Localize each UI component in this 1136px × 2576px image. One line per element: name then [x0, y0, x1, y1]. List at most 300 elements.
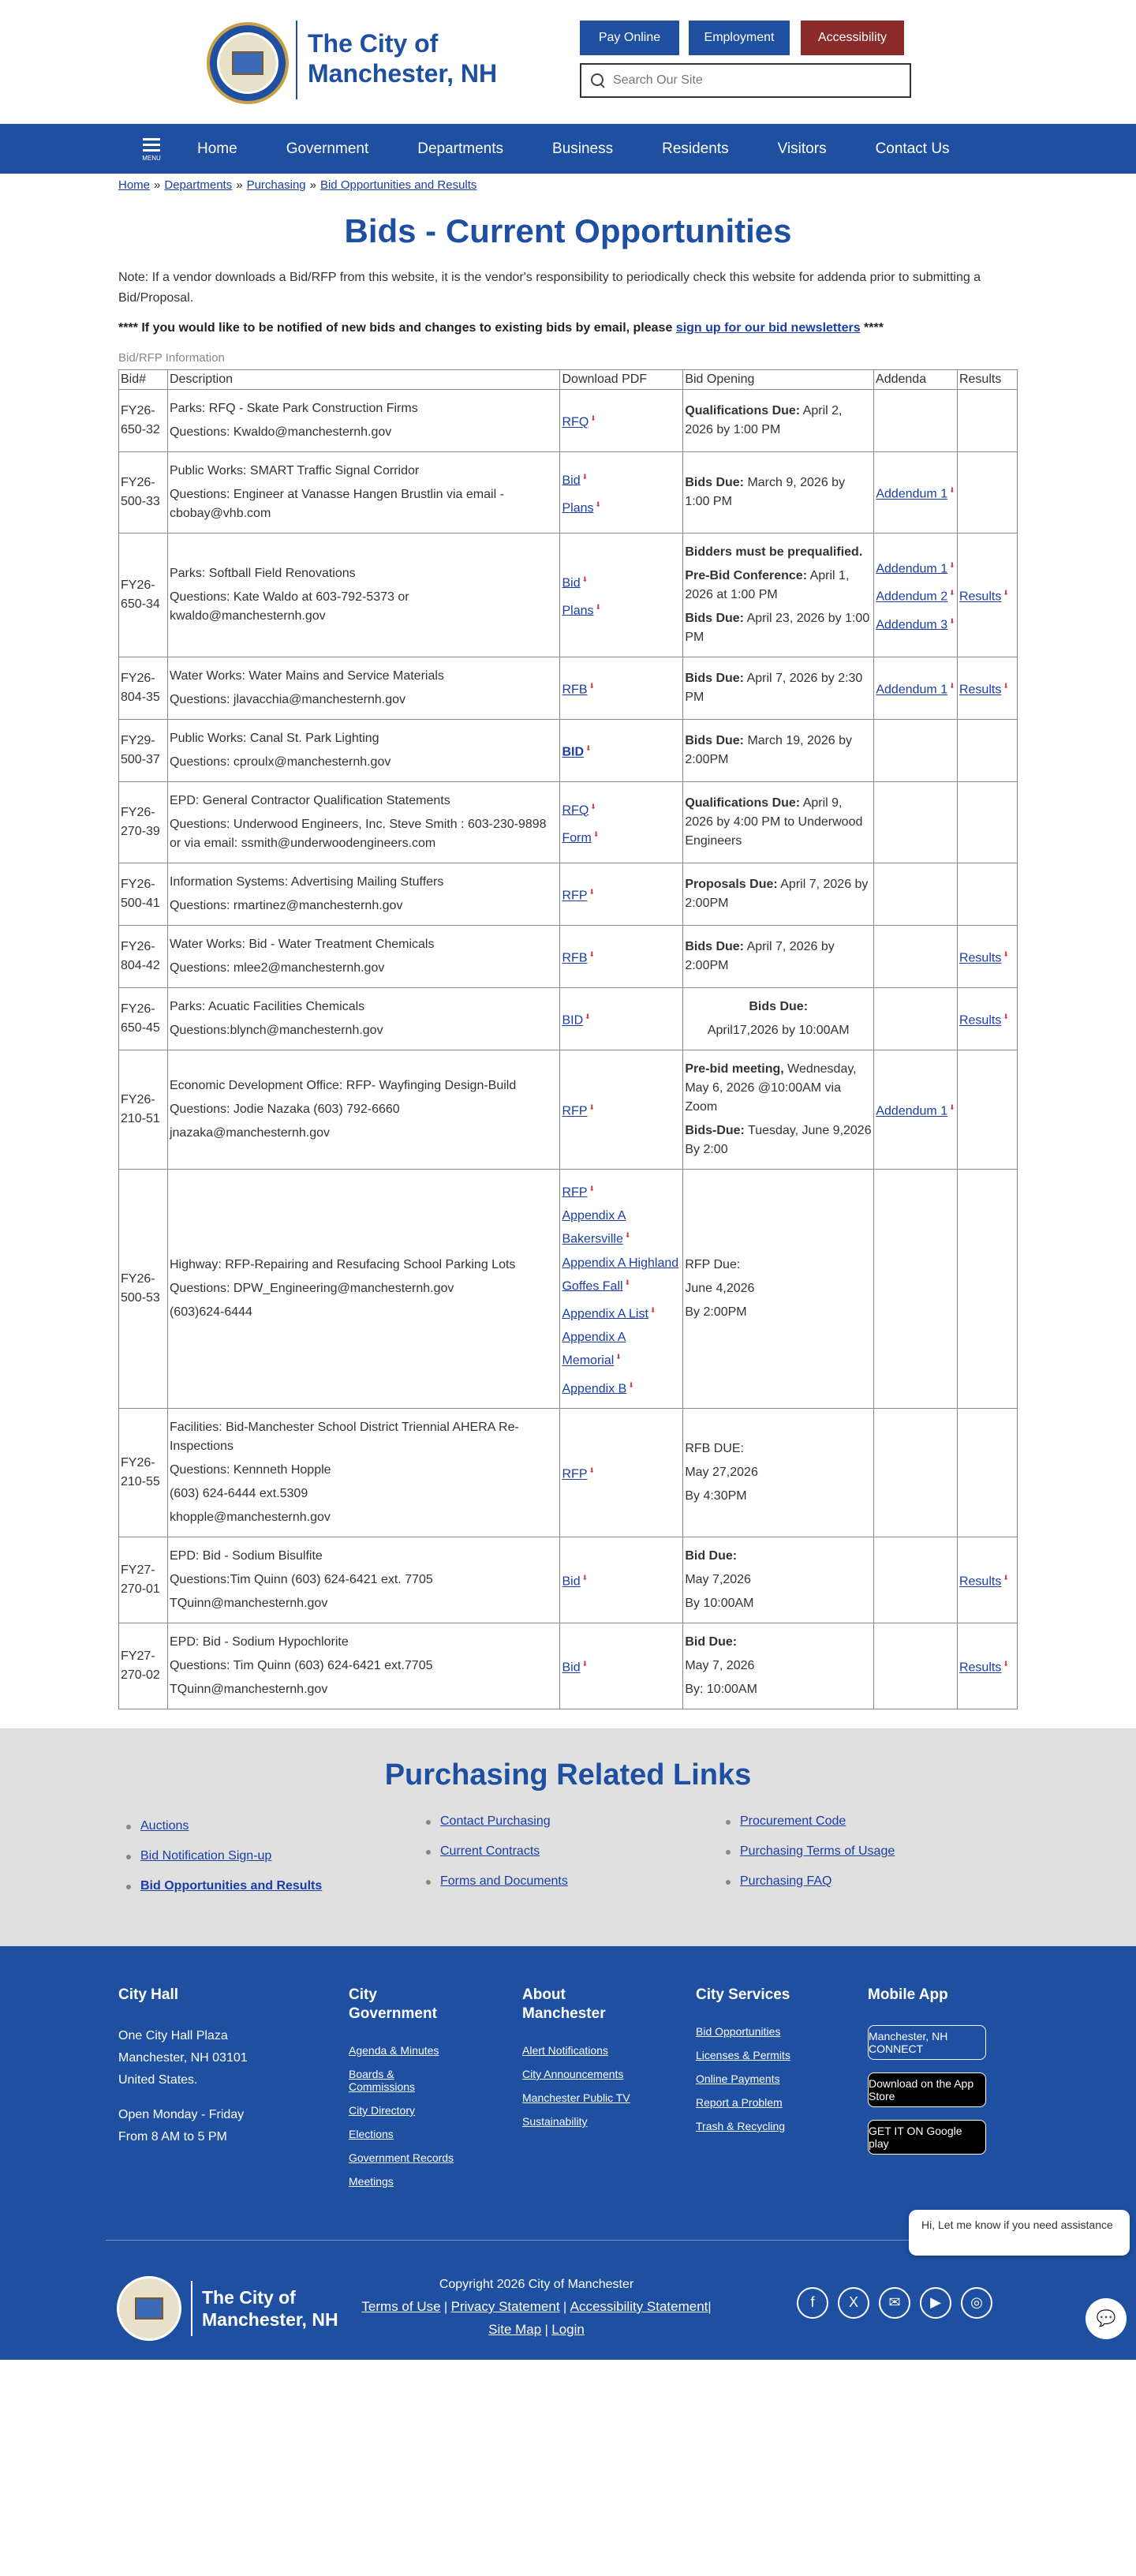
- address-line: United States.: [118, 2072, 198, 2087]
- pdf-link-rfb[interactable]: RFB: [562, 951, 588, 965]
- pdf-icon: ⬇: [585, 1013, 591, 1021]
- description-cell: [167, 657, 560, 720]
- download-pdf-cell: [560, 988, 683, 1050]
- addenda-cell: [874, 534, 958, 657]
- results-cell: [957, 1170, 1017, 1409]
- table-row: [119, 390, 1018, 452]
- table-row: [119, 926, 1018, 988]
- description-line: TQuinn@manchesternh.gov: [169, 1596, 328, 1610]
- nav-home[interactable]: Home: [197, 140, 237, 157]
- bid-opening-cell: [683, 782, 874, 863]
- download-pdf-cell: [560, 390, 683, 452]
- addendum-link[interactable]: Addendum 1: [876, 1104, 948, 1118]
- results-cell: [957, 657, 1017, 720]
- pdf-link-rfp[interactable]: RFP: [562, 1185, 588, 1200]
- main-content: [118, 174, 1018, 1709]
- addenda-cell: [874, 657, 958, 720]
- chat-icon[interactable]: 💬: [1086, 2298, 1127, 2339]
- pdf-link-rfq[interactable]: RFQ: [562, 803, 589, 817]
- related-link-item: [426, 1814, 718, 1829]
- footer-link-bid-opportunities[interactable]: Bid Opportunities: [696, 2024, 781, 2038]
- download-pdf-cell: [560, 657, 683, 720]
- footer-link-government-records[interactable]: Government Records: [349, 2151, 454, 2164]
- menu-icon[interactable]: [139, 133, 164, 165]
- bid-opening-cell: [683, 657, 874, 720]
- results-link[interactable]: Results: [958, 951, 1002, 965]
- footer-link-meetings[interactable]: Meetings: [349, 2174, 394, 2188]
- pdf-icon: ⬇: [581, 575, 589, 583]
- bid-opening-value: By 10:00AM: [685, 1596, 754, 1610]
- bid-opening-value: Tuesday, June 9,2026 By 2:00: [685, 1124, 872, 1156]
- results-link[interactable]: Results: [958, 683, 1002, 697]
- pdf-link-wrap: [562, 1207, 681, 1249]
- description-line: Questions: Kennneth Hopple: [169, 1462, 331, 1477]
- table-row: [119, 988, 1018, 1050]
- bid-number-cell: [119, 1537, 168, 1623]
- addendum-link[interactable]: Addendum 1: [876, 487, 948, 501]
- bid-opening-line: [685, 938, 872, 975]
- bid-opening-line: [685, 474, 872, 511]
- description-line: EPD: General Contractor Qualification Statements: [169, 794, 450, 807]
- bid-opening-value: April 2, 2026 by 1:00 PM: [685, 404, 843, 436]
- pdf-link-rfp[interactable]: RFP: [562, 1104, 588, 1118]
- bid-number: FY27-270-01: [121, 1563, 160, 1596]
- notify-suffix: ****: [860, 321, 884, 335]
- footer-link-online-payments[interactable]: Online Payments: [696, 2072, 780, 2085]
- bid-opening-cell: [683, 1623, 874, 1709]
- accessibility-statement-link[interactable]: Accessibility Statement: [570, 2298, 708, 2314]
- pdf-link-wrap: [562, 945, 681, 968]
- description-line: Questions: Underwood Engineers, Inc. Steve Smith : 603-230-9898 or via email: ssmith@underwoodengineers.com: [169, 818, 547, 850]
- related-link-purchasing-faq[interactable]: Purchasing FAQ: [740, 1874, 832, 1888]
- breadcrumb-home[interactable]: Home: [118, 178, 151, 192]
- footer-link-manchester-public-tv[interactable]: Manchester Public TV: [522, 2091, 630, 2104]
- pdf-icon: ⬇: [595, 603, 602, 611]
- bid-opening-value: April 7, 2026 by 2:00PM: [685, 940, 835, 972]
- pdf-link-bid[interactable]: Bid: [562, 474, 581, 487]
- pdf-link-bid[interactable]: Bid: [562, 576, 581, 590]
- pdf-link-plans[interactable]: Plans: [562, 501, 594, 515]
- search-icon[interactable]: [591, 73, 605, 88]
- nav-government[interactable]: Government: [286, 140, 369, 157]
- results-link[interactable]: Results: [958, 1013, 1002, 1028]
- results-cell: [957, 1623, 1017, 1709]
- description-cell: [167, 1408, 560, 1537]
- pdf-link-wrap: [562, 570, 681, 593]
- description-cell: [167, 863, 560, 926]
- nav-business[interactable]: Business: [552, 140, 614, 157]
- chat-bubble[interactable]: Hi, Let me know if you need assistance: [909, 2210, 1130, 2256]
- bid-opening-line: [685, 732, 872, 769]
- bid-opening-value: May 7, 2026: [685, 1658, 755, 1672]
- pdf-link-rfb[interactable]: RFB: [562, 683, 588, 697]
- related-link-item: [126, 1819, 418, 1833]
- table-row: [119, 782, 1018, 863]
- city-hall-title: City Hall: [118, 1986, 179, 2003]
- description-line: Questions: Jodie Nazaka (603) 792-6660: [169, 1103, 400, 1116]
- pdf-link-appendix-a-list[interactable]: Appendix A List: [562, 1307, 648, 1321]
- breadcrumb-departments[interactable]: Departments: [164, 178, 233, 192]
- description-line: Questions: mlee2@manchesternh.gov: [169, 961, 385, 975]
- addenda-cell: [874, 1537, 958, 1623]
- pay-online-button[interactable]: Pay Online: [580, 21, 679, 55]
- description-cell: [167, 1170, 560, 1409]
- pdf-link-wrap: [562, 597, 681, 620]
- results-cell: [957, 390, 1017, 452]
- bid-opening-line: [685, 1021, 872, 1040]
- notify-text: [118, 321, 1018, 335]
- footer-logo[interactable]: [117, 2276, 338, 2341]
- employment-button[interactable]: Employment: [689, 21, 790, 55]
- results-cell: [957, 534, 1017, 657]
- pdf-icon: ⬇: [1003, 1660, 1009, 1668]
- related-link-procurement-code[interactable]: Procurement Code: [740, 1814, 846, 1828]
- description-line: Facilities: Bid-Manchester School District Triennial AHERA Re-Inspections: [169, 1420, 519, 1453]
- pdf-link-plans[interactable]: Plans: [562, 604, 594, 618]
- pdf-link-bid[interactable]: Bid: [562, 1574, 581, 1589]
- address-line: Manchester, NH 03101: [118, 2050, 248, 2065]
- pdf-link-wrap: [562, 1568, 681, 1591]
- bid-opening-value: RFP Due:: [685, 1257, 741, 1271]
- related-link-forms-and-documents[interactable]: Forms and Documents: [440, 1874, 568, 1888]
- bid-opening-label: Pre-Bid Conference:: [685, 569, 808, 582]
- addendum-link[interactable]: Addendum 2: [876, 590, 948, 604]
- terms-of-use-link[interactable]: Terms of Use: [361, 2298, 441, 2314]
- pdf-link-wrap: [562, 797, 681, 820]
- pdf-link-wrap: [562, 467, 681, 490]
- description-cell: [167, 1623, 560, 1709]
- addendum-link[interactable]: Addendum 1: [876, 562, 948, 576]
- addenda-cell: [874, 1050, 958, 1170]
- addenda-cell: [874, 988, 958, 1050]
- description-line: Highway: RFP-Repairing and Resufacing School Parking Lots: [169, 1257, 516, 1271]
- related-link-item: [126, 1849, 418, 1863]
- footer-logo-line-2: Manchester, NH: [202, 2308, 338, 2330]
- footer-city-hall: [118, 1986, 248, 2148]
- search-box: [580, 63, 911, 98]
- bid-number: FY26-210-55: [121, 1455, 160, 1488]
- bid-number-cell: [119, 1170, 168, 1409]
- pdf-link-wrap: [562, 1301, 681, 1324]
- description-line: Questions: cproulx@manchesternh.gov: [169, 755, 391, 769]
- bid-number-cell: [119, 657, 168, 720]
- bid-opening-line: [685, 1060, 872, 1117]
- results-link[interactable]: Results: [958, 590, 1002, 604]
- addenda-cell: [874, 863, 958, 926]
- footer-legal: Copyright 2026 City of Manchester Terms of Use | Privacy Statement | Accessibility Statement| Site Map | Login: [339, 2274, 734, 2342]
- bid-opening-value: April 1, 2026 at 1:00 PM: [685, 569, 850, 601]
- footer-link-city-directory[interactable]: City Directory: [349, 2103, 416, 2117]
- breadcrumb-bid-opportunities[interactable]: Bid Opportunities and Results: [320, 178, 477, 192]
- col-results: Results: [957, 370, 1017, 390]
- results-cell: [957, 1537, 1017, 1623]
- description-cell: [167, 452, 560, 534]
- related-link-item: [726, 1844, 1018, 1859]
- bid-opening-line: [685, 794, 872, 851]
- description-cell: [167, 720, 560, 782]
- footer-link-licenses-permits[interactable]: Licenses & Permits: [696, 2048, 790, 2061]
- bid-number-cell: [119, 926, 168, 988]
- bid-number: FY26-650-32: [121, 404, 160, 436]
- pdf-link-bid[interactable]: Bid: [562, 1661, 581, 1675]
- addenda-cell: [874, 926, 958, 988]
- accessibility-button[interactable]: Accessibility: [801, 21, 904, 55]
- addenda-cell: [874, 782, 958, 863]
- description-cell: [167, 534, 560, 657]
- pdf-link-appendix-a-bakersville[interactable]: Appendix A Bakersville: [562, 1209, 626, 1246]
- footer-link-report-a-problem[interactable]: Report a Problem: [696, 2095, 783, 2109]
- pdf-link-wrap: [562, 1376, 681, 1398]
- nav-contact-us[interactable]: Contact Us: [875, 140, 950, 157]
- privacy-statement-link[interactable]: Privacy Statement: [450, 2298, 560, 2314]
- pdf-link-appendix-a-memorial[interactable]: Appendix A Memorial: [562, 1331, 626, 1368]
- bid-opening-value: April17,2026 by 10:00AM: [707, 1024, 850, 1037]
- bid-opening-label: Bids Due:: [685, 612, 744, 625]
- search-input[interactable]: [613, 73, 897, 88]
- google-play-badge[interactable]: GET IT ON Google play: [868, 2120, 986, 2155]
- nav-residents[interactable]: Residents: [662, 140, 729, 157]
- footer-link-trash-recycling[interactable]: Trash & Recycling: [696, 2119, 786, 2132]
- bid-opening-line: [685, 609, 872, 647]
- addendum-wrap: [876, 676, 955, 699]
- bid-opening-line: [685, 402, 872, 440]
- bid-number-cell: [119, 534, 168, 657]
- results-cell: [957, 452, 1017, 534]
- pdf-link-wrap: [562, 882, 681, 905]
- pdf-link-bid[interactable]: BID: [562, 1013, 584, 1028]
- pdf-link-wrap: [562, 739, 681, 762]
- bid-opening-value: March 19, 2026 by 2:00PM: [685, 734, 852, 766]
- table-row: [119, 1623, 1018, 1709]
- bid-opening-value: April 7, 2026 by 2:30 PM: [685, 672, 863, 704]
- description-line: Water Works: Water Mains and Service Materials: [169, 669, 444, 683]
- table-row: [119, 1537, 1018, 1623]
- city-services-title: City Services: [696, 1986, 790, 2003]
- bid-number: FY27-270-02: [121, 1649, 160, 1682]
- vendor-note: Note: If a vendor downloads a Bid/RFP from this website, it is the vendor's responsibility to periodically check this website for addenda prior to submitting a Bid/Proposal.: [118, 271, 981, 305]
- nav-departments[interactable]: Departments: [417, 140, 504, 157]
- bid-opening-cell: [683, 720, 874, 782]
- pdf-icon: ⬇: [949, 1103, 955, 1112]
- table-header-row: [119, 370, 1018, 390]
- pdf-icon: ⬇: [1003, 950, 1009, 959]
- footer-link-sustainability[interactable]: Sustainability: [522, 2114, 588, 2128]
- city-seal-logo[interactable]: [207, 22, 289, 104]
- about-manchester-title: About Manchester: [522, 1986, 606, 2022]
- bid-opening-line: [685, 1571, 872, 1589]
- description-line: Questions: DPW_Engineering@manchesternh.gov: [169, 1281, 454, 1295]
- bid-opening-value: By 4:30PM: [685, 1488, 747, 1503]
- description-line: Water Works: Bid - Water Treatment Chemicals: [169, 938, 435, 951]
- pdf-icon: ⬇: [585, 744, 592, 753]
- related-link-contact-purchasing[interactable]: Contact Purchasing: [440, 1814, 551, 1828]
- bid-opening-line: [685, 875, 872, 913]
- bids-table: [118, 369, 1018, 1709]
- results-cell: [957, 1408, 1017, 1537]
- bid-opening-label: Bid Due:: [685, 1548, 738, 1563]
- bid-opening-line: [685, 1440, 872, 1458]
- pdf-icon: ⬇: [624, 1231, 631, 1240]
- bid-opening-label: Bids Due:: [685, 672, 744, 685]
- pdf-icon: ⬇: [589, 1185, 596, 1193]
- related-link-auctions[interactable]: Auctions: [140, 1818, 189, 1833]
- description-line: Questions: jlavacchia@manchesternh.gov: [169, 693, 406, 706]
- bid-opening-line: [685, 669, 872, 707]
- bid-number-cell: [119, 1623, 168, 1709]
- pdf-icon: ⬇: [949, 561, 955, 569]
- bid-opening-line: [685, 1547, 872, 1566]
- pdf-link-wrap: [562, 825, 681, 848]
- bid-opening-cell: [683, 1170, 874, 1409]
- description-line: Questions: Engineer at Vanasse Hangen Brustlin via email - cbobay@vhb.com: [169, 488, 504, 520]
- pdf-link-wrap: [562, 1179, 681, 1202]
- bid-opening-label: Qualifications Due:: [685, 796, 801, 810]
- bid-opening-cell: [683, 988, 874, 1050]
- related-link-purchasing-terms-of-usage[interactable]: Purchasing Terms of Usage: [740, 1844, 895, 1858]
- pdf-link-rfq[interactable]: RFQ: [562, 415, 589, 429]
- table-row: [119, 657, 1018, 720]
- logo-line-1: The City of: [308, 29, 439, 58]
- addendum-link[interactable]: Addendum 3: [876, 617, 948, 631]
- description-cell: [167, 926, 560, 988]
- nav-visitors[interactable]: Visitors: [777, 140, 827, 157]
- col-description: Description: [167, 370, 560, 390]
- bid-opening-cell: [683, 1537, 874, 1623]
- bid-opening-line: [685, 543, 872, 562]
- bid-opening-line: [685, 1303, 872, 1322]
- related-link-bid-notification-sign-up[interactable]: Bid Notification Sign-up: [140, 1848, 272, 1863]
- download-pdf-cell: [560, 1623, 683, 1709]
- addenda-cell: [874, 720, 958, 782]
- bid-opening-cell: [683, 1050, 874, 1170]
- pdf-icon: ⬇: [949, 682, 955, 691]
- pdf-link-appendix-b[interactable]: Appendix B: [562, 1381, 627, 1395]
- bid-opening-value: April 7, 2026 by 2:00PM: [685, 878, 869, 910]
- hours-line: From 8 AM to 5 PM: [118, 2129, 227, 2144]
- download-pdf-cell: [560, 1170, 683, 1409]
- pdf-link-wrap: [562, 1254, 681, 1296]
- email-icon[interactable]: ✉: [879, 2287, 910, 2319]
- youtube-icon[interactable]: ▶: [920, 2287, 951, 2319]
- pdf-icon: ⬇: [1003, 682, 1009, 691]
- connect-app-badge[interactable]: Manchester, NH CONNECT: [868, 2025, 986, 2060]
- bid-opening-line: [685, 1279, 872, 1298]
- bid-opening-cell: [683, 390, 874, 452]
- pdf-icon: ⬇: [589, 1103, 596, 1112]
- site-header: [0, 0, 1136, 124]
- footer-link-agenda-minutes[interactable]: Agenda & Minutes: [349, 2043, 439, 2057]
- bid-opening-line: [685, 1657, 872, 1676]
- bid-newsletter-link[interactable]: sign up for our bid newsletters: [675, 321, 861, 335]
- breadcrumb-purchasing[interactable]: Purchasing: [246, 178, 306, 192]
- login-link[interactable]: Login: [551, 2321, 585, 2337]
- footer-link-city-announcements[interactable]: City Announcements: [522, 2067, 624, 2080]
- related-links-section: [0, 1728, 1136, 1946]
- bid-opening-label: Pre-bid meeting,: [685, 1062, 784, 1076]
- description-line: Public Works: SMART Traffic Signal Corridor: [169, 464, 420, 477]
- pdf-link-bid[interactable]: BID: [562, 745, 585, 759]
- addendum-wrap: [876, 612, 955, 635]
- pdf-icon: ⬇: [590, 414, 596, 423]
- pdf-icon: ⬇: [581, 1574, 589, 1582]
- results-link[interactable]: Results: [958, 1574, 1002, 1589]
- description-line: Information Systems: Advertising Mailing Stuffers: [169, 875, 444, 889]
- footer-link-elections[interactable]: Elections: [349, 2127, 394, 2140]
- description-line: (603) 624-6444 ext.5309: [169, 1486, 308, 1500]
- copyright-text: Copyright 2026 City of Manchester: [439, 2277, 634, 2291]
- addendum-link[interactable]: Addendum 1: [876, 683, 948, 697]
- addenda-cell: [874, 390, 958, 452]
- facebook-icon[interactable]: f: [797, 2287, 828, 2319]
- results-cell: [957, 1050, 1017, 1170]
- download-pdf-cell: [560, 863, 683, 926]
- description-cell: [167, 1537, 560, 1623]
- city-government-title: City Government: [349, 1986, 437, 2022]
- bid-opening-label: Bids Due:: [749, 1000, 809, 1013]
- pdf-link-wrap: [562, 495, 681, 518]
- pdf-link-rfp[interactable]: RFP: [562, 889, 588, 903]
- pdf-link-wrap: [562, 1098, 681, 1121]
- bid-opening-value: May 27,2026: [685, 1465, 758, 1479]
- description-line: Economic Development Office: RFP- Wayfinging Design-Build: [169, 1079, 517, 1092]
- footer-divider: [106, 2240, 1030, 2241]
- bid-opening-cell: [683, 534, 874, 657]
- bid-opening-line: [685, 1256, 872, 1275]
- site-map-link[interactable]: Site Map: [488, 2321, 542, 2337]
- table-row: [119, 1170, 1018, 1409]
- bid-number-cell: [119, 1050, 168, 1170]
- instagram-icon[interactable]: ◎: [961, 2287, 992, 2319]
- addendum-wrap: [876, 481, 955, 504]
- results-cell: [957, 988, 1017, 1050]
- pdf-link-wrap: [562, 1328, 681, 1370]
- results-link[interactable]: Results: [958, 1661, 1002, 1675]
- pdf-icon: ⬇: [581, 1660, 589, 1668]
- footer-services: [696, 1986, 806, 2144]
- footer-link-boards-commissions[interactable]: Boards & Commissions: [349, 2067, 416, 2093]
- pdf-link-appendix-a-highland-goffes-fall[interactable]: Appendix A Highland Goffes Fall: [562, 1256, 679, 1293]
- pdf-link-rfp[interactable]: RFP: [562, 1467, 588, 1481]
- bid-number-cell: [119, 1408, 168, 1537]
- pdf-link-wrap: [562, 676, 681, 699]
- col-bid-number: Bid#: [119, 370, 168, 390]
- bid-opening-cell: [683, 1408, 874, 1537]
- description-line: Parks: Acuatic Facilities Chemicals: [169, 1000, 365, 1013]
- related-link-current-contracts[interactable]: Current Contracts: [440, 1844, 540, 1858]
- bid-number-cell: [119, 452, 168, 534]
- logo-line-2: Manchester, NH: [308, 59, 498, 88]
- city-hall-address: [118, 2025, 248, 2148]
- footer-seal-icon: [117, 2276, 181, 2341]
- bid-opening-value: June 4,2026: [685, 1281, 755, 1295]
- menu-label: MENU: [142, 154, 161, 162]
- results-cell: [957, 926, 1017, 988]
- pdf-icon: ⬇: [949, 616, 955, 625]
- site-logo-text[interactable]: [308, 28, 497, 88]
- pdf-icon: ⬇: [589, 950, 596, 959]
- related-link-bid-opportunities-and-results[interactable]: Bid Opportunities and Results: [140, 1878, 323, 1893]
- table-caption: Bid/RFP Information: [118, 351, 225, 365]
- bid-number: FY26-500-41: [121, 878, 160, 910]
- pdf-link-wrap: [562, 1654, 681, 1677]
- x-twitter-icon[interactable]: X: [838, 2287, 869, 2319]
- description-cell: [167, 988, 560, 1050]
- footer-link-alert-notifications[interactable]: Alert Notifications: [522, 2043, 608, 2057]
- app-store-badge[interactable]: Download on the App Store: [868, 2072, 986, 2107]
- pdf-icon: ⬇: [581, 472, 589, 481]
- pdf-link-form[interactable]: Form: [562, 831, 592, 845]
- description-line: TQuinn@manchesternh.gov: [169, 1682, 328, 1696]
